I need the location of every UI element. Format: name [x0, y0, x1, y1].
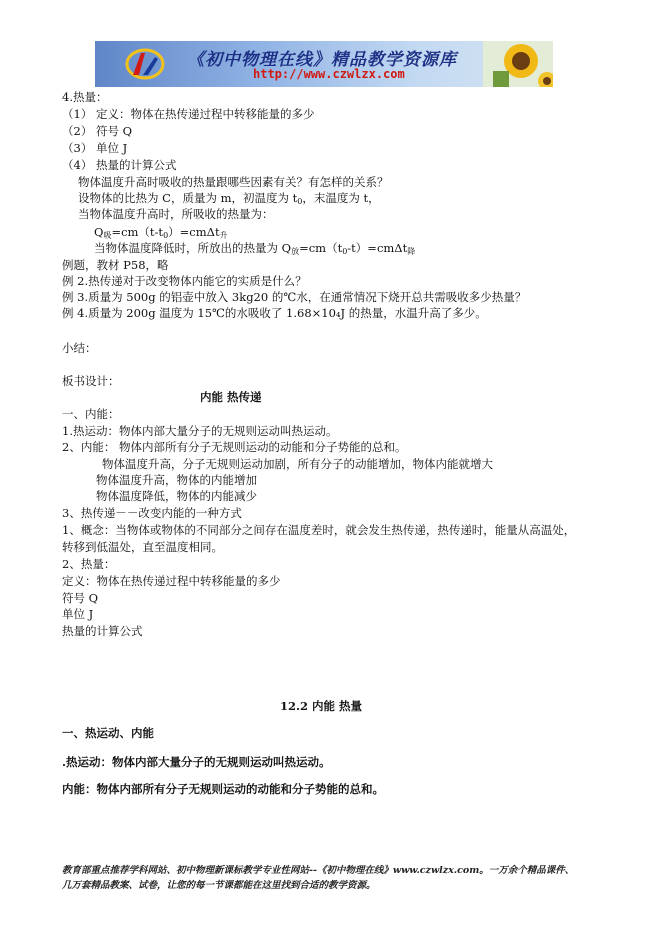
example-2: 例 2.热传递对于改变物体内能它的实质是什么？ [62, 274, 307, 288]
heat-item-formula: （4） 热量的计算公式 [62, 158, 177, 172]
question-line: 物体温度升高时吸收的热量跟哪些因素有关？有怎样的关系？ [78, 175, 389, 189]
assumption-line: 设物体的比热为 C，质量为 m，初温度为 $t_0$，末温度为 t， [78, 191, 380, 206]
example-3: 例 3.质量为 500g 的铝壶中放入 3kg20 的℃水，在通常情况下烧开总共需吸收多少热量？ [62, 290, 527, 304]
definition-line: 定义：物体在热传递过程中转移能量的多少 [62, 574, 281, 588]
heat-heading: 4.热量： [62, 90, 108, 104]
board-title: 内能 热传递 [200, 390, 262, 404]
section-title: 12.2 内能 热量 [280, 699, 363, 713]
heat-item-unit: （3） 单位 J [62, 141, 128, 155]
formula-label: 热量的计算公式 [62, 624, 143, 638]
example-4: 例 4.质量为 200g 温度为 15℃的水吸收了 1.68×10₄J 的热量，水温升高了多少。 [62, 306, 487, 320]
footer-line-2: 几万套精品教案、试卷，让您的每一节课都能在这里找到合适的教学资源。 [62, 880, 376, 891]
heat-item-definition: （1） 定义：物体在热传递过程中转移能量的多少 [62, 107, 315, 121]
internal-energy-line: 2、内能： 物体内部所有分子无规则运动的动能和分子势能的总和。 [62, 440, 407, 454]
thermal-motion-line: 1.热运动：物体内部大量分子的无规则运动叫热运动。 [62, 424, 338, 438]
footer-line-1: 教育部重点推荐学科网站、初中物理新课标教学专业性网站--《初中物理在线》www.czwlzx.com。一万余个精品课件、 [62, 865, 575, 876]
subheading-thermal-motion: 一、热运动、内能 [62, 726, 154, 740]
temp-drop-line: 物体温度降低，物体的内能减少 [96, 489, 257, 503]
example-1: 例题，教材 P58，略 [62, 258, 169, 272]
header-banner [95, 41, 553, 87]
site-logo-icon [125, 47, 165, 81]
unit-line: 单位 J [62, 607, 94, 621]
thermal-motion-definition: .热运动：物体内部大量分子的无规则运动叫热运动。 [62, 755, 331, 769]
temp-rise-detail: 物体温度升高，分子无规则运动加剧，所有分子的动能增加，物体内能就增大 [102, 457, 493, 471]
formula-release: 当物体温度降低时，所放出的热量为 $Q_放=cm(t_0-t)=cm\Delta t_降$ [94, 241, 416, 256]
heat-item-symbol: （2） 符号 Q [62, 124, 133, 138]
temp-rise-line: 物体温度升高，物体的内能增加 [96, 473, 257, 487]
concept-line: 1、概念：当物体或物体的不同部分之间存在温度差时，就会发生热传递，热传递时，能量从高温处， [62, 523, 576, 537]
summary-label: 小结： [62, 341, 97, 355]
heating-line: 当物体温度升高时，所吸收的热量为： [78, 207, 274, 221]
heat-transfer-heading: 3、热传递－－改变内能的一种方式 [62, 506, 242, 520]
concept-continued: 转移到低温处，直至温度相同。 [62, 540, 223, 554]
internal-energy-definition: 内能：物体内部所有分子无规则运动的动能和分子势能的总和。 [62, 782, 384, 796]
sunflower-icon [483, 41, 553, 87]
heat-quantity-heading: 2、热量： [62, 557, 116, 571]
formula-absorb: $Q_吸=cm(t-t_0)=cm\Delta t_升$ [94, 225, 228, 240]
board-design-label: 板书设计： [62, 374, 120, 388]
section-internal-energy: 一、内能： [62, 407, 120, 421]
banner-title: 《初中物理在线》精品教学资源库 [187, 50, 457, 70]
symbol-line: 符号 Q [62, 591, 99, 605]
banner-url: http://www.czwlzx.com [253, 67, 405, 81]
